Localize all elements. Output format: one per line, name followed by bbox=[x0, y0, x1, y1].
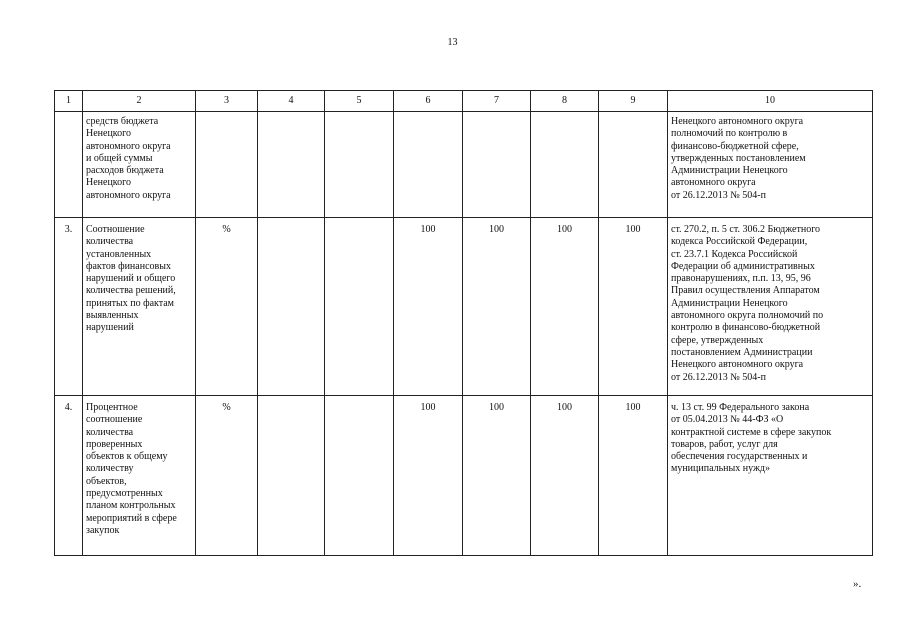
header-cell: 10 bbox=[668, 91, 873, 112]
header-cell: 2 bbox=[83, 91, 196, 112]
row-number-cell: 4. bbox=[55, 396, 83, 556]
header-cell: 4 bbox=[258, 91, 325, 112]
legal-basis-cell: Ненецкого автономного округа полномочий по контролю в финансово-бюджетной сфере, утвержденных постановлением Администрации Ненецкого автономного округа от 26.12.2013 № 504-п bbox=[668, 112, 873, 218]
indicator-name-cell: Соотношение количества установленных фактов финансовых нарушений и общего количества решений, принятых по фактам выявленных нарушений bbox=[83, 218, 196, 396]
value-cell: 100 bbox=[531, 396, 599, 556]
unit-cell: % bbox=[196, 218, 258, 396]
indicator-name-cell: средств бюджета Ненецкого автономного округа и общей суммы расходов бюджета Ненецкого автономного округа bbox=[83, 112, 196, 218]
value-cell bbox=[325, 218, 394, 396]
value-cell bbox=[531, 112, 599, 218]
value-cell: 100 bbox=[394, 396, 463, 556]
unit-cell bbox=[196, 112, 258, 218]
header-cell: 9 bbox=[599, 91, 668, 112]
value-cell bbox=[258, 218, 325, 396]
indicator-name-cell: Процентное соотношение количества проверенных объектов к общему количеству объектов, предусмотренных планом контрольных мероприятий в сфере закупок bbox=[83, 396, 196, 556]
legal-basis-cell: ст. 270.2, п. 5 ст. 306.2 Бюджетного кодекса Российской Федерации, ст. 23.7.1 Кодекса Российской Федерации об административных правонарушениях, п.п. 13, 95, 96 Правил осуществления Аппаратом Администрации Ненецкого автономного округа полномочий по контролю в финансово-бюджетной сфере, утвержденных постановлением Администрации Ненецкого автономного округа от 26.12.2013 № 504-п bbox=[668, 218, 873, 396]
value-cell bbox=[258, 396, 325, 556]
header-cell: 1 bbox=[55, 91, 83, 112]
row-number-cell bbox=[55, 112, 83, 218]
table-row bbox=[55, 218, 873, 396]
closing-quote-mark: ». bbox=[853, 578, 862, 590]
header-cell: 8 bbox=[531, 91, 599, 112]
legal-basis-cell: ч. 13 ст. 99 Федерального закона от 05.04.2013 № 44-ФЗ «О контрактной системе в сфере закупок товаров, работ, услуг для обеспечения государственных и муниципальных нужд» bbox=[668, 396, 873, 556]
value-cell bbox=[599, 112, 668, 218]
header-cell: 3 bbox=[196, 91, 258, 112]
value-cell bbox=[394, 112, 463, 218]
table-row bbox=[55, 112, 873, 218]
value-cell bbox=[325, 396, 394, 556]
table-row bbox=[55, 396, 873, 556]
header-cell: 7 bbox=[463, 91, 531, 112]
header-cell: 6 bbox=[394, 91, 463, 112]
header-cell: 5 bbox=[325, 91, 394, 112]
value-cell: 100 bbox=[463, 218, 531, 396]
row-number-cell: 3. bbox=[55, 218, 83, 396]
value-cell: 100 bbox=[531, 218, 599, 396]
value-cell: 100 bbox=[463, 396, 531, 556]
value-cell bbox=[258, 112, 325, 218]
indicators-table bbox=[54, 90, 873, 556]
value-cell bbox=[325, 112, 394, 218]
table-header-row bbox=[55, 91, 873, 112]
unit-cell: % bbox=[196, 396, 258, 556]
value-cell: 100 bbox=[599, 218, 668, 396]
page-number: 13 bbox=[447, 37, 458, 48]
value-cell: 100 bbox=[394, 218, 463, 396]
value-cell: 100 bbox=[599, 396, 668, 556]
value-cell bbox=[463, 112, 531, 218]
